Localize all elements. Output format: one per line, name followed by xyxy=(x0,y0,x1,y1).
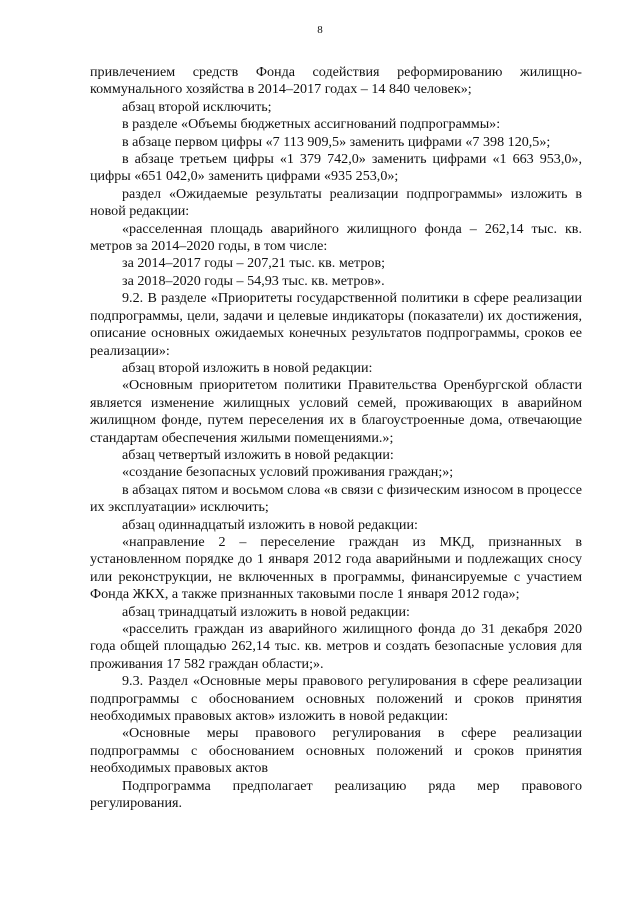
paragraph: абзац второй исключить; xyxy=(122,98,272,115)
paragraph: «создание безопасных условий проживания граждан;»; xyxy=(122,464,454,481)
paragraph: 9.3. Раздел «Основные меры правового регулирования в сфере реализации подпрограммы с обоснованием основных положений и сроков принятия необходимых правовых актов» изложить в новой редакции: xyxy=(90,673,582,725)
paragraph: «расселенная площадь аварийного жилищного фонда – 262,14 тыс. кв. метров за 2014–2020 годы, в том числе: xyxy=(90,220,582,255)
page-number: 8 xyxy=(317,24,323,36)
paragraph: абзац одиннадцатый изложить в новой редакции: xyxy=(122,516,418,533)
paragraph: «расселить граждан из аварийного жилищного фонда до 31 декабря 2020 года общей площадью 262,14 тыс. кв. метров и создать безопасные условия для проживания 17 582 граждан области;». xyxy=(90,621,582,672)
paragraph: «направление 2 – переселение граждан из МКД, признанных в установленном порядке до 1 января 2012 года аварийными и подлежащих сносу или реконструкции, не включенных в программы, финансируемые с участием Фонда ЖКХ, а также признанных таковыми после 1 января 2012 года»; xyxy=(90,533,582,603)
paragraph: раздел «Ожидаемые результаты реализации подпрограммы» изложить в новой редакции: xyxy=(90,185,582,220)
paragraph: за 2014–2017 годы – 207,21 тыс. кв. метров; xyxy=(122,255,386,272)
paragraph: «Основные меры правового регулирования в сфере реализации подпрограммы с обоснованием основных положений и сроков принятия необходимых правовых актов xyxy=(90,725,582,777)
paragraph: «Основным приоритетом политики Правительства Оренбургской области является изменение жилищных условий семей, проживающих в аварийном жилищном фонде, путем переселения их в благоустроенные дома, отвечающие стандартам обеспечения жилыми помещениями.»; xyxy=(90,377,582,446)
document-body xyxy=(90,64,582,812)
paragraph: в разделе «Объемы бюджетных ассигнований подпрограммы»: xyxy=(122,116,501,133)
paragraph: абзац четвертый изложить в новой редакции: xyxy=(122,446,394,463)
paragraph: Подпрограмма предполагает реализацию ряда мер правового регулирования. xyxy=(90,777,582,812)
paragraph: в абзаце первом цифры «7 113 909,5» заменить цифрами «7 398 120,5»; xyxy=(122,133,551,150)
paragraph: 9.2. В разделе «Приоритеты государственной политики в сфере реализации подпрограммы, цели, задачи и целевые индикаторы (показатели) их достижения, описание основных ожидаемых конечных результатов подпрограммы, сроков ее реализации»: xyxy=(90,290,582,359)
paragraph: привлечением средств Фонда содействия реформированию жилищно-коммунального хозяйства в 2014–2017 годах – 14 840 человек»; xyxy=(90,64,582,98)
paragraph: в абзацах пятом и восьмом слова «в связи с физическим износом в процессе их эксплуатации» исключить; xyxy=(90,481,582,516)
paragraph: в абзаце третьем цифры «1 379 742,0» заменить цифрами «1 663 953,0», цифры «651 042,0» заменить цифрами «935 253,0»; xyxy=(90,151,582,185)
paragraph: абзац второй изложить в новой редакции: xyxy=(122,359,373,376)
paragraph: за 2018–2020 годы – 54,93 тыс. кв. метров». xyxy=(122,272,385,289)
paragraph: абзац тринадцатый изложить в новой редакции: xyxy=(122,603,410,620)
